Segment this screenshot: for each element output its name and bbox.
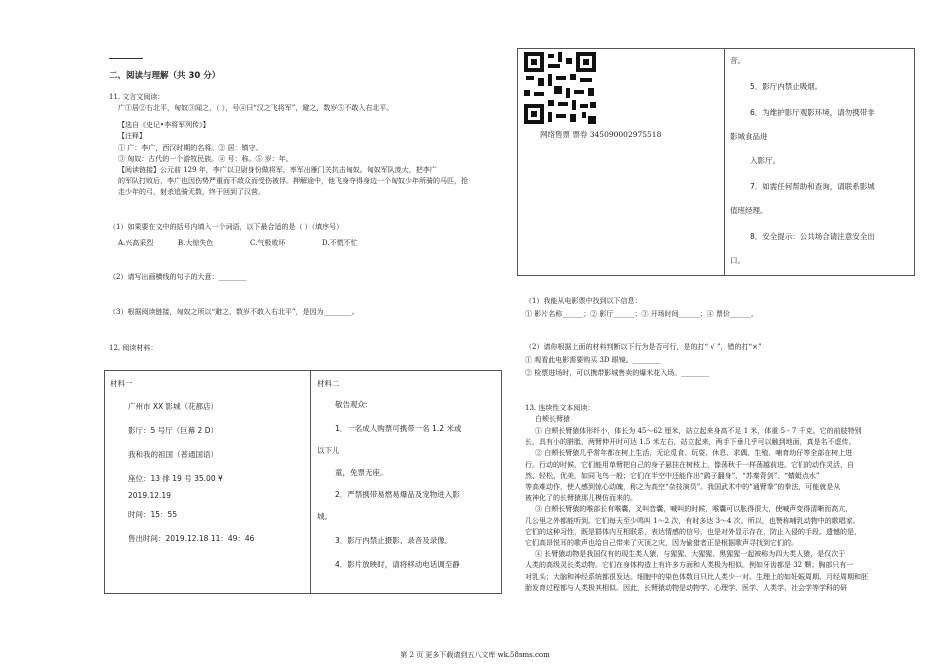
material-one (110, 378, 254, 557)
material-one-title: 材料一 (110, 379, 133, 388)
q12-sub2: （2）请你根据上面的材料判断以下行为是否可行，是的打“ √ ”，错的打“×” (525, 343, 762, 351)
q13-line: 它们的这种习性，既是群体内互相联系，表达情感的信号，也是对外显示存在，防止入侵的手段。遗憾的是， (525, 527, 861, 536)
q11-passage-line: 广①居②右北平，匈奴③闻之，（ ），号④曰“汉之飞将军”，避之，数岁⑤不敢入右北平。 (118, 104, 394, 112)
ticket-code: 网络售票 票券 345090002975518 (540, 130, 662, 139)
section-title: 二、阅读与理解（共 30 分） (109, 71, 221, 81)
page-footer: 第 2 页 更多下载请到五八文库 wk.58sms.com (400, 651, 550, 659)
notice-item: 音。 (730, 56, 745, 65)
material-two-continued (730, 55, 914, 266)
notice-item: 4．影片放映时，请将移动电话调至静 (335, 560, 460, 569)
q11-source: 【选自《史记•李将军列传》】 (118, 121, 210, 130)
q13-line: ① 白颊长臂猿体形纤小，体长为 45～62 厘米，站立起来身高不足 1 米，体重 5 - 7 千克。它的前肢特别 (535, 427, 862, 435)
q11-label: 11. 文言文阅读： (109, 93, 165, 101)
q11-sub1: （1）如果要在文中的括号内填入一个词语，以下最合适的是（ ）（填序号） (109, 223, 344, 231)
q13-line: 等高难动作，使人感到惊心动魄，称之为高空“杂技演员”。我国武术中的“通臂拳”的拳法，可能就是从 (525, 483, 841, 492)
sold-time: 售出时间：2019.12.18 11：49：46 (128, 534, 255, 543)
material-two (317, 378, 497, 581)
q12-label: 12. 阅读材料： (109, 344, 158, 352)
notice-item: 1．一名成人购票可携带一名 1.2 米或 (335, 424, 462, 433)
q11-option-d: D.不慌不忙 (322, 239, 358, 247)
notice-item: 童，免票无座。 (335, 468, 388, 477)
q11-note: ① 广：李广，西汉时期的名将。② 居：镇守。 (118, 143, 263, 152)
show-date: 2019.12.19 (128, 491, 171, 500)
notice-item: 8．安全提示：公共场合请注意安全出 (750, 232, 875, 241)
q13-line: 胎发育过程都与人类极其相似。因此，长臂猿动物是动物学、心理学、医学、人类学、社会学等学科的研 (525, 583, 847, 592)
q13-title: 白颊长臂猿 (535, 415, 570, 423)
notice-item: 7．如需任何帮助和查询，请联系影城 (750, 182, 875, 191)
qr-code-image (524, 52, 596, 124)
notice-item: 5．影厅内禁止吸烟。 (750, 82, 823, 91)
notice-item: 3．影厅内禁止摄影、录音及录像。 (335, 536, 453, 545)
q13-line: ③ 白颊长臂猿的喉部长有喉囊，叉叫音囊，喊叫的时候，喉囊可以胀得很大，使喊声变得清晰而高亢， (535, 505, 853, 514)
q13-line: 行。行动的时候，它们能用单臂把自己的身子悬挂在树枝上，像荡秋千一样荡越前进。它们的动作灵活、自 (525, 460, 854, 469)
q11-notes-title: 【注释】 (118, 132, 146, 141)
cinema-name: 广州市 XX 影城（花都店） (128, 402, 219, 411)
q13-line: ④ 长臂猿动物是我国仅有的现生类人猿，与猩猩、大猩猩、黑猩猩一起被称为四大类人猿，是仅次于 (535, 550, 846, 559)
seat-price: 座位：13 排 19 号 35.00 ¥ (128, 474, 223, 483)
notice-item: 值班经理。 (730, 206, 768, 215)
q11-link-text: 【阅读链接】公元前 129 年，李广以卫尉身份做将军，率军出雁门关抗击匈奴。匈奴军队庞大，把李广 (118, 166, 437, 175)
q13-label: 13. 连续性文本阅读： (525, 404, 595, 412)
q12-sub1: （1）我能从电影票中找到以下信息： (525, 297, 642, 305)
continuation-divider (724, 48, 725, 276)
q11-sub3: （3）根据阅读链接，匈奴之所以“避之，数岁不敢入右北平”，是因为________。 (109, 308, 359, 316)
q13-line: 被神化了的长臂猿那儿模仿而来的。 (525, 494, 637, 503)
q13-passage (525, 426, 925, 594)
q11-option-a: A.兴高采烈 (118, 239, 154, 247)
notice-heading: 敬告观众: (335, 400, 368, 409)
q13-line: 它们高昂悦耳的歌声也给自己带来了灭顶之灾，因为偷猎者正是根据歌声寻找到它们的。 (525, 539, 798, 548)
hall-info: 影厅：5 号厅（巨幕 2 D） (128, 426, 218, 435)
q11-note: ③ 匈奴：古代的一个游牧民族。④ 号：称。⑤ 岁：年。 (118, 154, 293, 163)
notice-item: 影城食品进 (730, 132, 768, 141)
movie-title: 我和我的祖国（普通国语） (128, 450, 218, 459)
show-time: 时间：15：55 (128, 510, 178, 519)
q11-option-c: C.气极败坏 (250, 239, 286, 247)
q11-link-text: 的军队打败后，李广也因伤势严重而不敌众而受伤被俘。押解途中，他飞身夺得身边一个匈奴少年所骑的马匹，抢 (118, 177, 468, 186)
q13-line: 长，具有小的胼胝，两臂伸开时可达 1.5 米左右，站立起来，两手下垂几乎可以触到地面，真是名不虚传。 (525, 438, 856, 447)
q13-line: ② 白颊长臂猿几乎常年都在树上生活，无论觅食、玩耍、休息、求偶、生殖、哺育幼仔等全部在树上进 (535, 449, 853, 458)
q11-option-b: B.大惊失色 (178, 239, 214, 247)
materials-divider (310, 370, 311, 594)
q13-line: 人类的高级灵长类动物。它们在身体构造上有许多方面和人类极为相似。例如牙齿都是 32 颗；胸部只有一 (525, 561, 854, 570)
q12-sub1-blanks: ① 影片名称______；② 影厅______；③ 开场时间______；④ 票价______。 (525, 310, 758, 318)
q12-sub2-item: ① 观看此电影需要购买 3D 眼镜。________ (525, 356, 661, 364)
q13-line: 对乳头；大脑和神经系统都很发达。细胞中的染色体数目只比人类少一对。生理上的如妊娠周期、月经周期和胚 (525, 572, 868, 581)
notice-item: 入影厅。 (750, 156, 780, 165)
header-rule (109, 58, 143, 59)
q13-line: 几公里之外都能听到。它们每天至少鸣叫 1～2 次，有时多达 3～4 次。所以，也赞称哺乳动物中的歌唱家。 (525, 516, 860, 525)
notice-item: 以下儿 (317, 446, 340, 455)
q11-passage (118, 103, 468, 199)
material-two-title: 材料二 (317, 379, 340, 388)
q11-link-text: 走少年的弓，射杀追骑无数，终于回到了汉营。 (118, 188, 265, 197)
q11-sub2: （2）请写出画横线的句子的大意：________ (109, 273, 247, 281)
notice-item: 口。 (730, 256, 745, 265)
q12-sub2-item: ② 检票进场时，可以携带影城售卖的爆米花入场。________ (525, 369, 710, 377)
notice-item: 城。 (317, 512, 332, 521)
notice-item: 2．严禁携带易燃易爆品及宠物进入影 (335, 490, 460, 499)
q13-line: 然、轻松、优美，如同飞鸟一般；它们在半空中还能作出“鹞子翻身”、“苏秦背剑”、“蜻蜓点水” (525, 471, 820, 480)
notice-item: 6．为维护影厅观影环境，请勿携带非 (750, 108, 875, 117)
